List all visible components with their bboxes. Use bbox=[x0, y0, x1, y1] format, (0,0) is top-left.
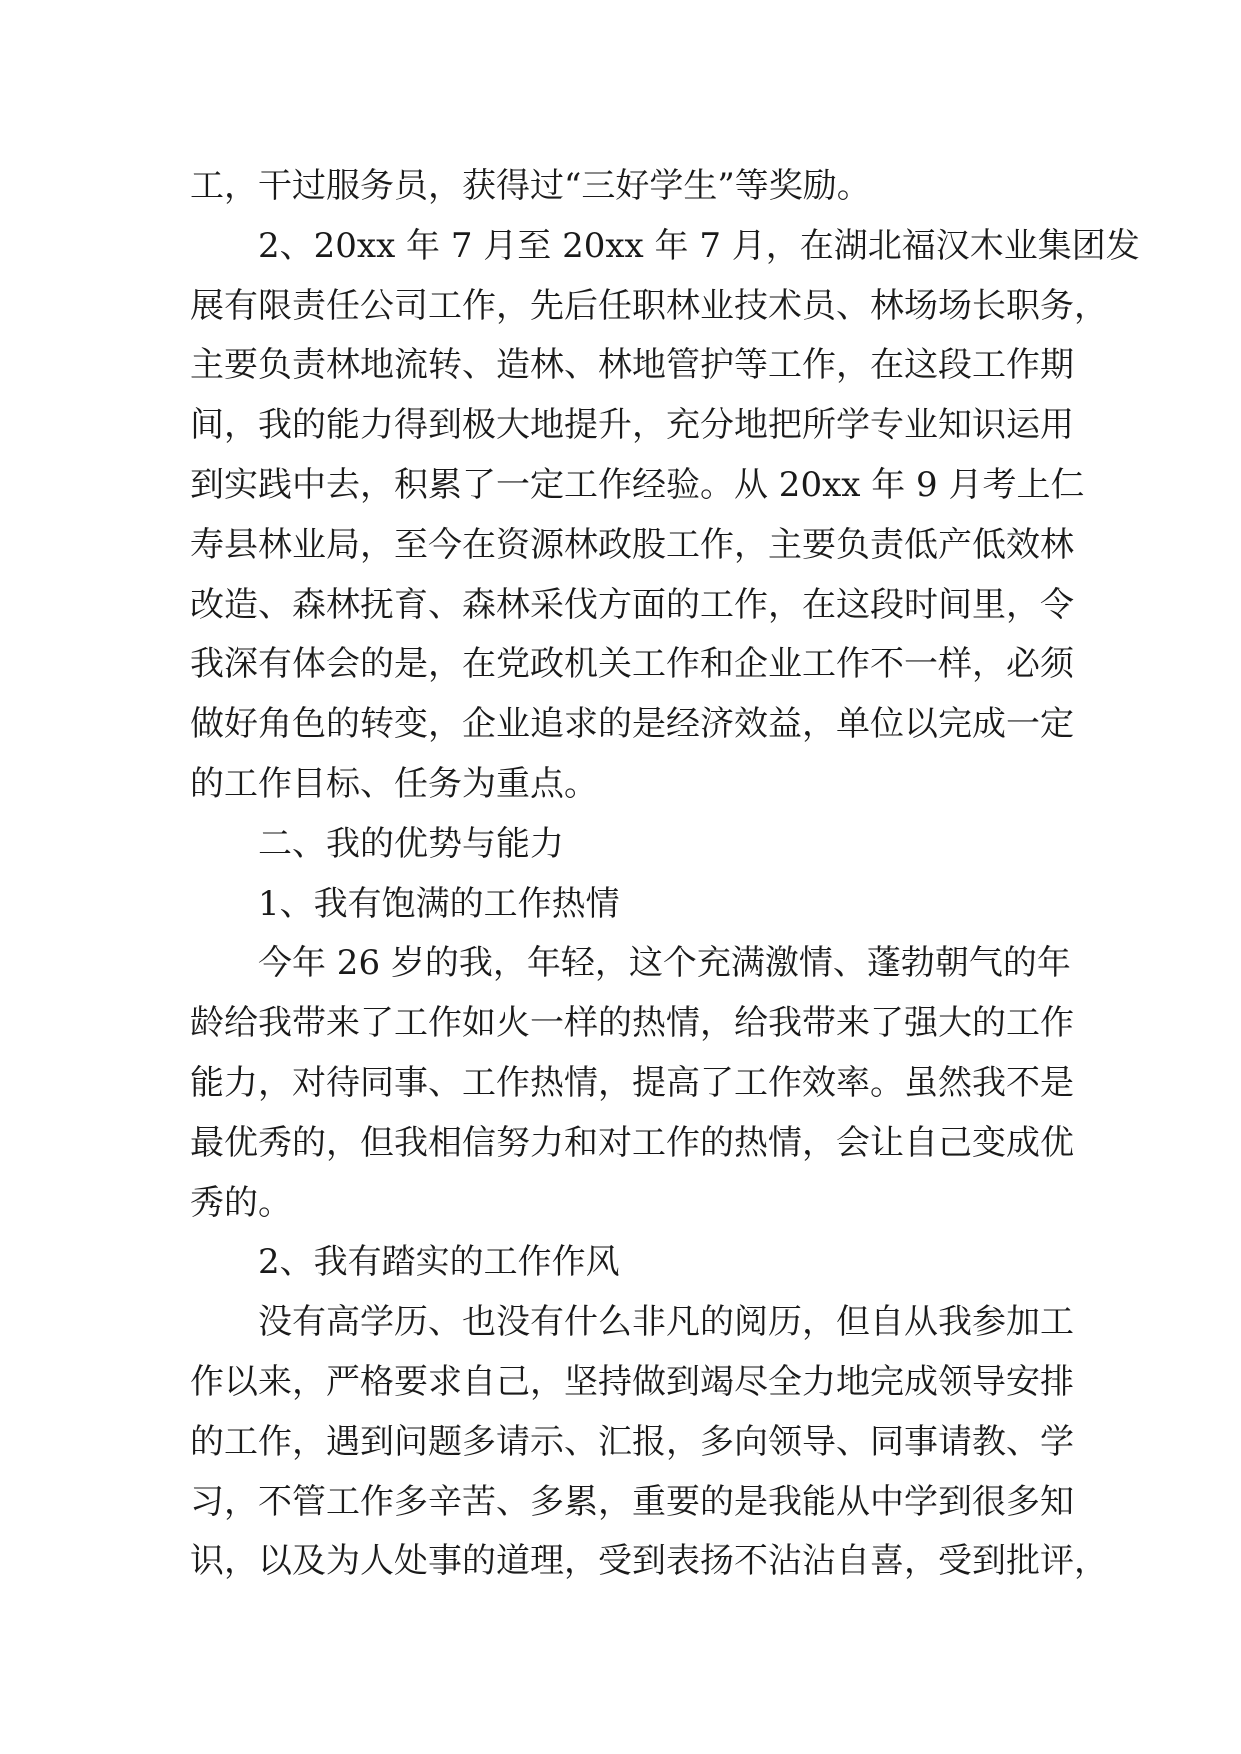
section-heading: 二、我的优势与能力 bbox=[258, 823, 564, 864]
paragraph-line: 今年 26 岁的我，年轻，这个充满激情、蓬勃朝气的年 bbox=[258, 943, 1071, 984]
paragraph-line: 的工作目标、任务为重点。 bbox=[190, 763, 598, 804]
document-page bbox=[190, 157, 1140, 1592]
paragraph-line: 改造、森林抚育、森林采伐方面的工作，在这段时间里，令 bbox=[190, 584, 1074, 625]
paragraph-line: 间，我的能力得到极大地提升，充分地把所学专业知识运用 bbox=[190, 405, 1074, 446]
paragraph-line: 最优秀的，但我相信努力和对工作的热情，会让自己变成优 bbox=[190, 1122, 1074, 1163]
paragraph-line: 到实践中去，积累了一定工作经验。从 20xx 年 9 月考上仁 bbox=[190, 464, 1085, 505]
paragraph-line: 龄给我带来了工作如火一样的热情，给我带来了强大的工作 bbox=[190, 1003, 1074, 1044]
paragraph-line: 2、20xx 年 7 月至 20xx 年 7 月，在湖北福汉木业集团发 bbox=[258, 225, 1140, 266]
paragraph-line: 的工作，遇到问题多请示、汇报，多向领导、同事请教、学 bbox=[190, 1421, 1074, 1462]
subsection-heading: 2、我有踏实的工作作风 bbox=[258, 1242, 620, 1283]
paragraph-line: 秀的。 bbox=[190, 1182, 292, 1223]
paragraph-line: 识，以及为人处事的道理，受到表扬不沾沾自喜，受到批评， bbox=[190, 1541, 1108, 1582]
paragraph-line: 寿县林业局，至今在资源林政股工作，主要负责低产低效林 bbox=[190, 524, 1074, 565]
paragraph-line: 作以来，严格要求自己，坚持做到竭尽全力地完成领导安排 bbox=[190, 1361, 1074, 1402]
paragraph-line: 习，不管工作多辛苦、多累，重要的是我能从中学到很多知 bbox=[190, 1481, 1074, 1522]
paragraph-line: 主要负责林地流转、造林、林地管护等工作，在这段工作期 bbox=[190, 345, 1074, 386]
subsection-heading: 1、我有饱满的工作热情 bbox=[258, 883, 620, 924]
paragraph-line: 工，干过服务员，获得过“三好学生”等奖励。 bbox=[190, 166, 871, 206]
paragraph-line: 展有限责任公司工作，先后任职林业技术员、林场场长职务， bbox=[190, 285, 1108, 326]
paragraph-line: 我深有体会的是，在党政机关工作和企业工作不一样，必须 bbox=[190, 644, 1074, 685]
paragraph-line: 做好角色的转变，企业追求的是经济效益，单位以完成一定 bbox=[190, 704, 1074, 745]
paragraph-line: 没有高学历、也没有什么非凡的阅历，但自从我参加工 bbox=[258, 1302, 1074, 1343]
paragraph-line: 能力，对待同事、工作热情，提高了工作效率。虽然我不是 bbox=[190, 1062, 1074, 1103]
